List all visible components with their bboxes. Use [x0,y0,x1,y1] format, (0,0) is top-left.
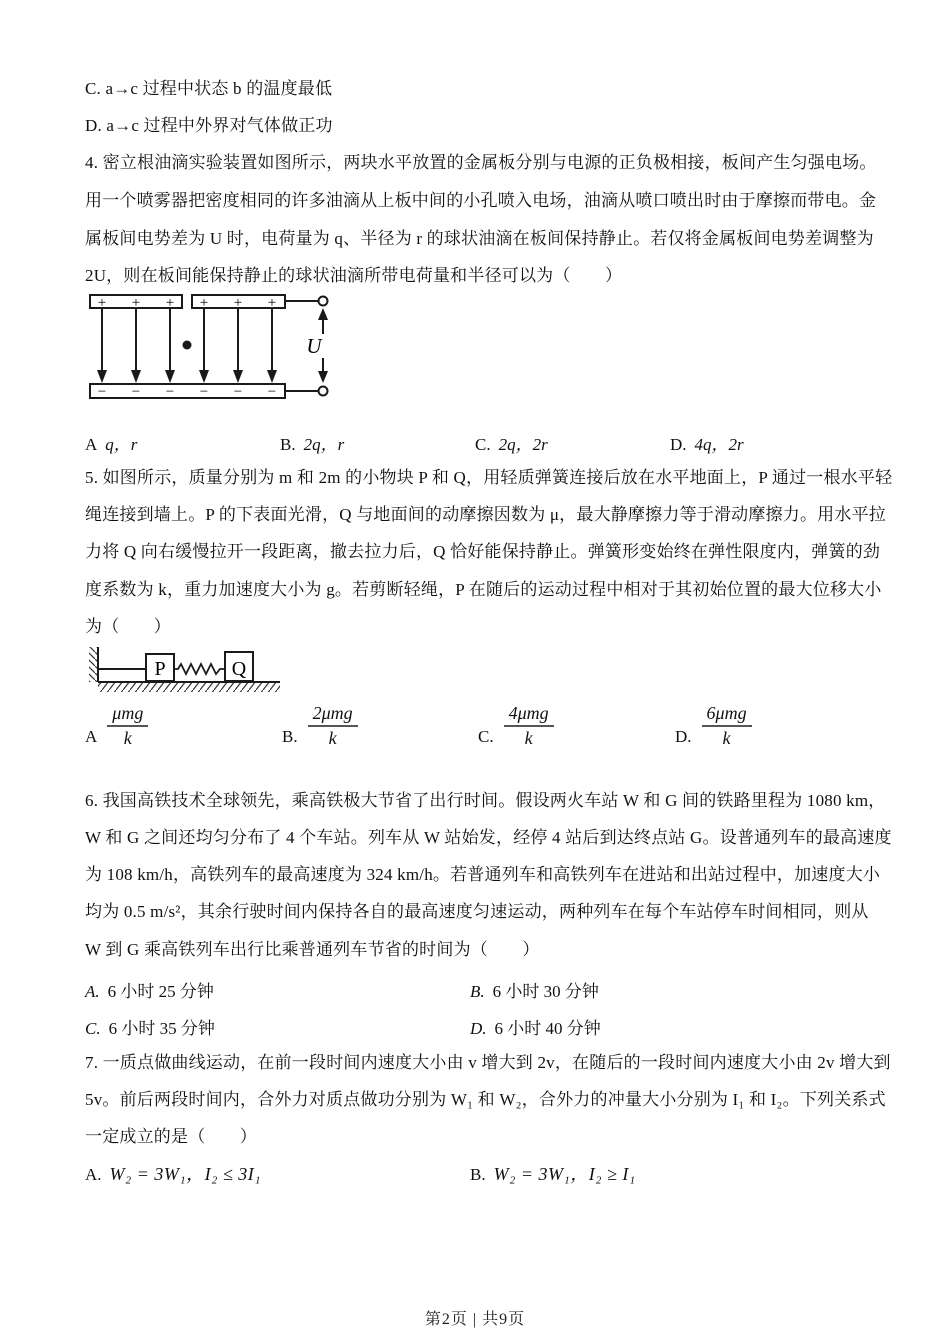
fraction: $\frac{\text{4μmg}}{k}$ [504,703,554,749]
voltage-label: U [306,334,322,358]
q4-option-d: D. 4q，2r [670,435,744,454]
formula: W₂ = 3W₁，I₂ ≥ I₁ [493,1164,636,1184]
q3-option-c [85,78,875,100]
q5-stem-line-2: 绳连接到墙上。P 的下表面光滑，Q 与地面间的动摩擦因数为 μ，最大静摩擦力等于滑动摩擦力。用水平拉 [85,505,886,524]
q5-stem-line-4: 度系数为 k，重力加速度大小为 g。若剪断轻绳，P 在随后的运动过程中相对于其初始位置的最大位移大小 [85,580,882,599]
q6-stem-line-5: W 到 G 乘高铁列车出行比乘普通列车节省的时间为（ ） [85,940,540,959]
q6-option-d: D. 6 小时 40 分钟 [470,1019,601,1038]
plus-sign: + [267,295,277,311]
q6-option-a: A. 6 小时 25 分钟 [85,982,214,1001]
q7-option-b: B. W₂ = 3W₁，I₂ ≥ I₁ [470,1164,636,1184]
fraction: $\frac{\text{6μmg}}{k}$ [702,703,752,749]
q6-option-c: C. 6 小时 35 分钟 [85,1019,215,1038]
terminal-bottom [319,387,328,396]
q4-option-b: B. 2q，r [280,435,345,454]
voltage-arrowhead-up [318,308,328,320]
formula: W₂ = 3W₁，I₂ ≤ 3I₁ [109,1164,262,1184]
minus-sign: − [267,384,277,400]
ground-hatching [98,683,280,692]
plus-sign: + [165,295,175,311]
block-q-label: Q [231,658,247,680]
q4-stem-line-2: 用一个喷雾器把密度相同的许多油滴从上板中间的小孔喷入电场，油滴从喷口喷出时由于摩擦而带电。金 [85,191,877,210]
minus-sign: − [165,384,175,400]
q5-option-d: D. $\frac{\text{6μmg}}{k}$ [675,703,752,749]
q5-stem-line-3: 力将 Q 向右缓慢拉开一段距离，撤去拉力后，Q 恰好能保持静止。弹簧形变始终在弹性限度内，弹簧的劲 [85,542,881,561]
q5-stem-line-1: 5. 如图所示，质量分别为 m 和 2m 的小物块 P 和 Q，用轻质弹簧连接后放在水平地面上，P 通过一根水平轻 [85,468,893,487]
option-label: D. [85,116,102,135]
option-text: a→c 过程中状态 b 的温度最低 [105,79,333,98]
q7-stem-line-3: 一定成立的是（ ） [85,1127,257,1146]
q5-option-b: B. $\frac{\text{2μmg}}{k}$ [282,703,358,749]
spring [174,664,225,674]
minus-sign: − [199,384,209,400]
q4-option-c: C. 2q，2r [475,435,548,454]
q6-stem-line-4: 均为 0.5 m/s²，其余行驶时间内保持各自的最高速度匀速运动，两种列车在每个车站停车时间相同，则从 [85,902,869,921]
minus-sign: − [233,384,243,400]
q6-stem-line-2: W 和 G 之间还均匀分布了 4 个车站。列车从 W 站始发，经停 4 站后到达终点站 G。设普通列车的最高速度 [85,828,892,847]
q6-option-b: B. 6 小时 30 分钟 [470,982,599,1001]
q4-stem-line-1: 4. 密立根油滴实验装置如图所示，两块水平放置的金属板分别与电源的正负极相接，板间产生匀强电场。 [85,153,877,172]
fraction: $\frac{\text{2μmg}}{k}$ [308,703,358,749]
minus-sign: − [131,384,141,400]
bottom-plate [90,384,285,398]
block-p-label: P [154,658,166,680]
oil-drop [183,341,192,350]
figure-blocks-spring [88,645,288,707]
terminal-top [319,297,328,306]
plus-sign: + [97,295,107,311]
q7-stem-line-1: 7. 一质点做曲线运动，在前一段时间内速度大小由 v 增大到 2v，在随后的一段时间内速度大小由 2v 增大到 [85,1053,891,1072]
plus-sign: + [199,295,209,311]
figure-millikan-capacitor [88,292,338,417]
option-label: C. [85,79,101,98]
fraction: $\frac{\text{μmg}}{k}$ [107,703,148,749]
page-footer: 第2页 | 共9页 [424,1311,526,1328]
plus-sign: + [233,295,243,311]
q5-option-c: C. $\frac{\text{4μmg}}{k}$ [478,703,554,749]
q6-stem-line-3: 为 108 km/h，高铁列车的最高速度为 324 km/h。若普通列车和高铁列车在进站和出站过程中，加速度大小 [85,865,881,884]
wall-hatching [89,647,98,682]
field-arrows [102,308,272,372]
option-text: a→c 过程中外界对气体做正功 [106,116,333,135]
voltage-arrowhead-down [318,371,328,383]
plus-sign: + [131,295,141,311]
q4-stem-line-4: 2U，则在板间能保持静止的球状油滴所带电荷量和半径可以为（ ） [85,266,623,285]
q7-stem-line-2: 5v。前后两段时间内，合外力对质点做功分别为 W₁ 和 W₂，合外力的冲量大小分别为 I₁ 和 I₂。下列关系式 [85,1090,886,1109]
q7-option-a: A. W₂ = 3W₁，I₂ ≤ 3I₁ [85,1164,262,1184]
q4-stem-line-3: 属板间电势差为 U 时，电荷量为 q、半径为 r 的球状油滴在板间保持静止。若仅将金属板间电势差调整为 [85,229,874,248]
q5-stem-line-5: 为（ ） [85,617,171,636]
minus-sign: − [97,384,107,400]
q6-stem-line-1: 6. 我国高铁技术全球领先，乘高铁极大节省了出行时间。假设两火车站 W 和 G 间的铁路里程为 1080 km， [85,791,886,810]
q3-option-d [85,115,875,137]
q4-option-a: A q，r [85,435,138,454]
field-arrowheads [97,370,277,383]
q5-option-a: A $\frac{\text{μmg}}{k}$ [85,703,148,749]
